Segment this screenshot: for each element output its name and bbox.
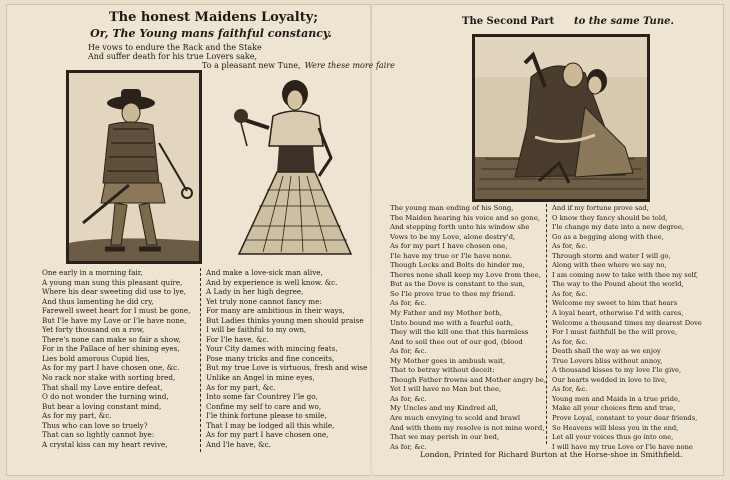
verse-line: Farewell sweet heart for I must be gone, [42, 306, 191, 316]
verse-line: A thousand kisses to my love I'le give, [552, 366, 682, 375]
ballad-subtitle: Or, The Young mans faithful constancy. [90, 27, 332, 40]
verse-line: That we may perish in our bed, [390, 433, 500, 442]
verse-line: That can so lightly cannot bye: [42, 430, 155, 440]
verse-line: So I'le prove true to thee my friend. [390, 289, 516, 298]
verse-line: As for, &c. [390, 442, 427, 451]
verse-line: Confine my self to care and wo, [206, 401, 322, 411]
verse-line: A crystal kiss can my heart revive, [42, 439, 168, 449]
verse-line: So Heavens will bless you in the end, [552, 423, 679, 432]
verse-line: Death shall the way as we enjoy [552, 347, 661, 356]
verse-line: But bear a loving constant mind, [42, 401, 162, 411]
verse-line: As for, &c. [552, 337, 588, 346]
verse-line: Welcome my sweet to him that hears [552, 299, 678, 308]
verse-line: Vows to be my Love, alone destry'd, [390, 232, 516, 241]
verse-line: Your City dames with mincing feats, [206, 344, 338, 354]
verse-line: Unto bound me with a fearful oath, [390, 318, 514, 327]
verse-line: And thus lamenting he did cry, [42, 296, 154, 306]
lady-figure-icon [223, 76, 365, 262]
broadside-sheet [6, 4, 724, 476]
verse-line: Through storm and water I will go, [552, 251, 671, 260]
verse-line: O know they fancy should be told, [552, 213, 668, 222]
verse-line: Unlike an Angel in mine eyes, [206, 373, 315, 383]
verse-line: A young man sung this pleasant quire, [42, 277, 183, 287]
verse-line: And to soil thee out of our god, (blood [390, 337, 523, 346]
verse-line: Our hearts wedded in love to live, [552, 375, 667, 384]
verse-line: I'le have my true or I'le have none. [390, 251, 512, 260]
verse-line: Are much envying to scold and brawl [390, 414, 521, 423]
verse-column-1 [42, 268, 190, 449]
verse-line: I'le change my date into a new degree, [552, 223, 684, 232]
woodcut-couple [472, 34, 650, 202]
verse-line: Yet forty thousand on a row, [42, 325, 145, 335]
verse-line: O do not wonder the turning wind, [42, 392, 169, 402]
verse-line: As for my part I have chosen one, [390, 242, 508, 251]
tune-line [202, 61, 395, 70]
woodcut-gentleman [66, 70, 202, 264]
verse-line: As for, &c. [390, 347, 427, 356]
verse-line: No rack nor stake with sorting bred, [42, 373, 176, 383]
second-part-title: The Second Part [462, 16, 555, 27]
tune-name: Were these more faire [304, 61, 395, 70]
lead-line: He vows to endure the Rack and the Stake [88, 43, 262, 52]
verse-line: Where his dear sweeting did use to lye, [42, 287, 187, 297]
verse-line: As for, &c. [390, 394, 427, 403]
verse-line: Make all your choices firm and true, [552, 404, 676, 413]
verse-line: I will be faithful to my own, [206, 325, 307, 335]
verse-column-4 [552, 204, 702, 452]
verse-line: But my true Love is virtuous, fresh and wise [206, 363, 368, 373]
verse-line: They will the kill one that this harmless [390, 328, 529, 337]
verse-line: I am coming now to take with thee my self, [552, 270, 699, 279]
lead-verse [88, 43, 262, 61]
verse-line: Young men and Maids in a true pride, [552, 394, 681, 403]
verse-column-2 [206, 268, 367, 449]
verse-line: Welcome a thousand times my dearest Dove [552, 318, 702, 327]
verse-line: My Father and my Mother both, [390, 309, 503, 318]
verse-line: That shall my Love entire defeat, [42, 382, 163, 392]
verse-line: That I may be lodged all this while, [206, 420, 335, 430]
verse-line: And I'le have, &c. [206, 439, 271, 449]
verse-line: I'le think fortune please to smile, [206, 411, 327, 421]
verse-line: The way to the Pound about the world, [552, 280, 684, 289]
verse-line: As for, &c. [552, 289, 588, 298]
couple-figure-icon [475, 37, 647, 199]
verse-line: As for my part, &c. [42, 411, 112, 421]
verse-line: As for, &c. [552, 242, 588, 251]
column-divider [200, 268, 201, 452]
verse-line: But I'le have my Love or I'le have none, [42, 315, 187, 325]
verse-line: Along with thee where we say no, [552, 261, 667, 270]
verse-line: My Uncles and my Kindred all, [390, 404, 498, 413]
verse-line: Though Father frowns and Mother angry be, [390, 375, 547, 384]
center-fold [370, 4, 372, 476]
verse-line: Theres none shall keep my Love from thee, [390, 270, 541, 279]
verse-line: But Ladies thinks young men should praise [206, 315, 364, 325]
verse-line: As for my part I have chosen one, [206, 430, 329, 440]
verse-line: For I'le have, &c. [206, 334, 269, 344]
verse-line: Thus who can love so truely? [42, 420, 148, 430]
tune-prefix: To a pleasant new Tune, [202, 61, 301, 70]
verse-line: One early in a morning fair, [42, 268, 143, 277]
ballad-title: The honest Maidens Loyalty; [108, 10, 319, 25]
verse-line: My Mother goes in ambush wait, [390, 356, 506, 365]
verse-line: Go as a begging along with thee, [552, 232, 664, 241]
verse-line: As for my part I have chosen one, &c. [42, 363, 180, 373]
printer-imprint: London, Printed for Richard Burton at the Horse-shoe in Smithfield. [420, 450, 683, 459]
verse-line: And make a love-sick man alive, [206, 268, 323, 277]
verse-line: Lies bold amorous Cupid lies, [42, 353, 150, 363]
woodcut-lady [223, 76, 365, 262]
verse-line: Yet truly none cannot fancy me: [206, 296, 322, 306]
verse-line: As for, &c. [552, 385, 588, 394]
verse-line: Let all your voices thus go into one, [552, 433, 674, 442]
gentleman-figure-icon [69, 73, 199, 261]
verse-line: But as the Dove is constant to the sun, [390, 280, 525, 289]
verse-line: Into some far Countrey I'le go, [206, 392, 318, 402]
verse-line: As for my part, &c. [206, 382, 276, 392]
verse-line: Prove Loyal, constant to your dear friends, [552, 414, 698, 423]
verse-line: For many are ambitious in their ways, [206, 306, 345, 316]
verse-line: As for, &c. [390, 299, 427, 308]
verse-line: There's none can make so fair a show, [42, 334, 181, 344]
verse-line: A Lady in her high degree, [206, 287, 304, 297]
verse-line: And by experience is well know. &c. [206, 277, 338, 287]
verse-line: And if my fortune prove sad, [552, 204, 649, 212]
verse-line: For I must faithfull be the will prove, [552, 328, 678, 337]
verse-line: That to betray without deceit: [390, 366, 495, 375]
second-part-tune: to the same Tune. [574, 16, 674, 27]
verse-line: The Maiden hearing his voice and so gone, [390, 213, 540, 222]
verse-line: I will have my true Love or I'le have none [552, 442, 693, 451]
verse-line: A loyal heart, otherwise I'd with cares, [552, 309, 684, 318]
verse-line: For in the Pallace of her shining eyes, [42, 344, 180, 354]
verse-line: And with them my resolve is not mine word, [390, 423, 545, 432]
lead-line: And suffer death for his true Lovers sake, [88, 52, 257, 61]
verse-line: True Lovers bliss without annoy, [552, 356, 663, 365]
verse-line: Pose many tricks and fine conceits, [206, 353, 335, 363]
verse-line: Yet I will have no Man but thee, [390, 385, 502, 394]
column-divider [546, 204, 547, 444]
verse-line: And stepping forth unto his window she [390, 223, 530, 232]
verse-line: The young man ending of his Song, [390, 204, 514, 212]
verse-line: Though Locks and Bolts do hinder me, [390, 261, 525, 270]
verse-column-3 [390, 204, 546, 452]
